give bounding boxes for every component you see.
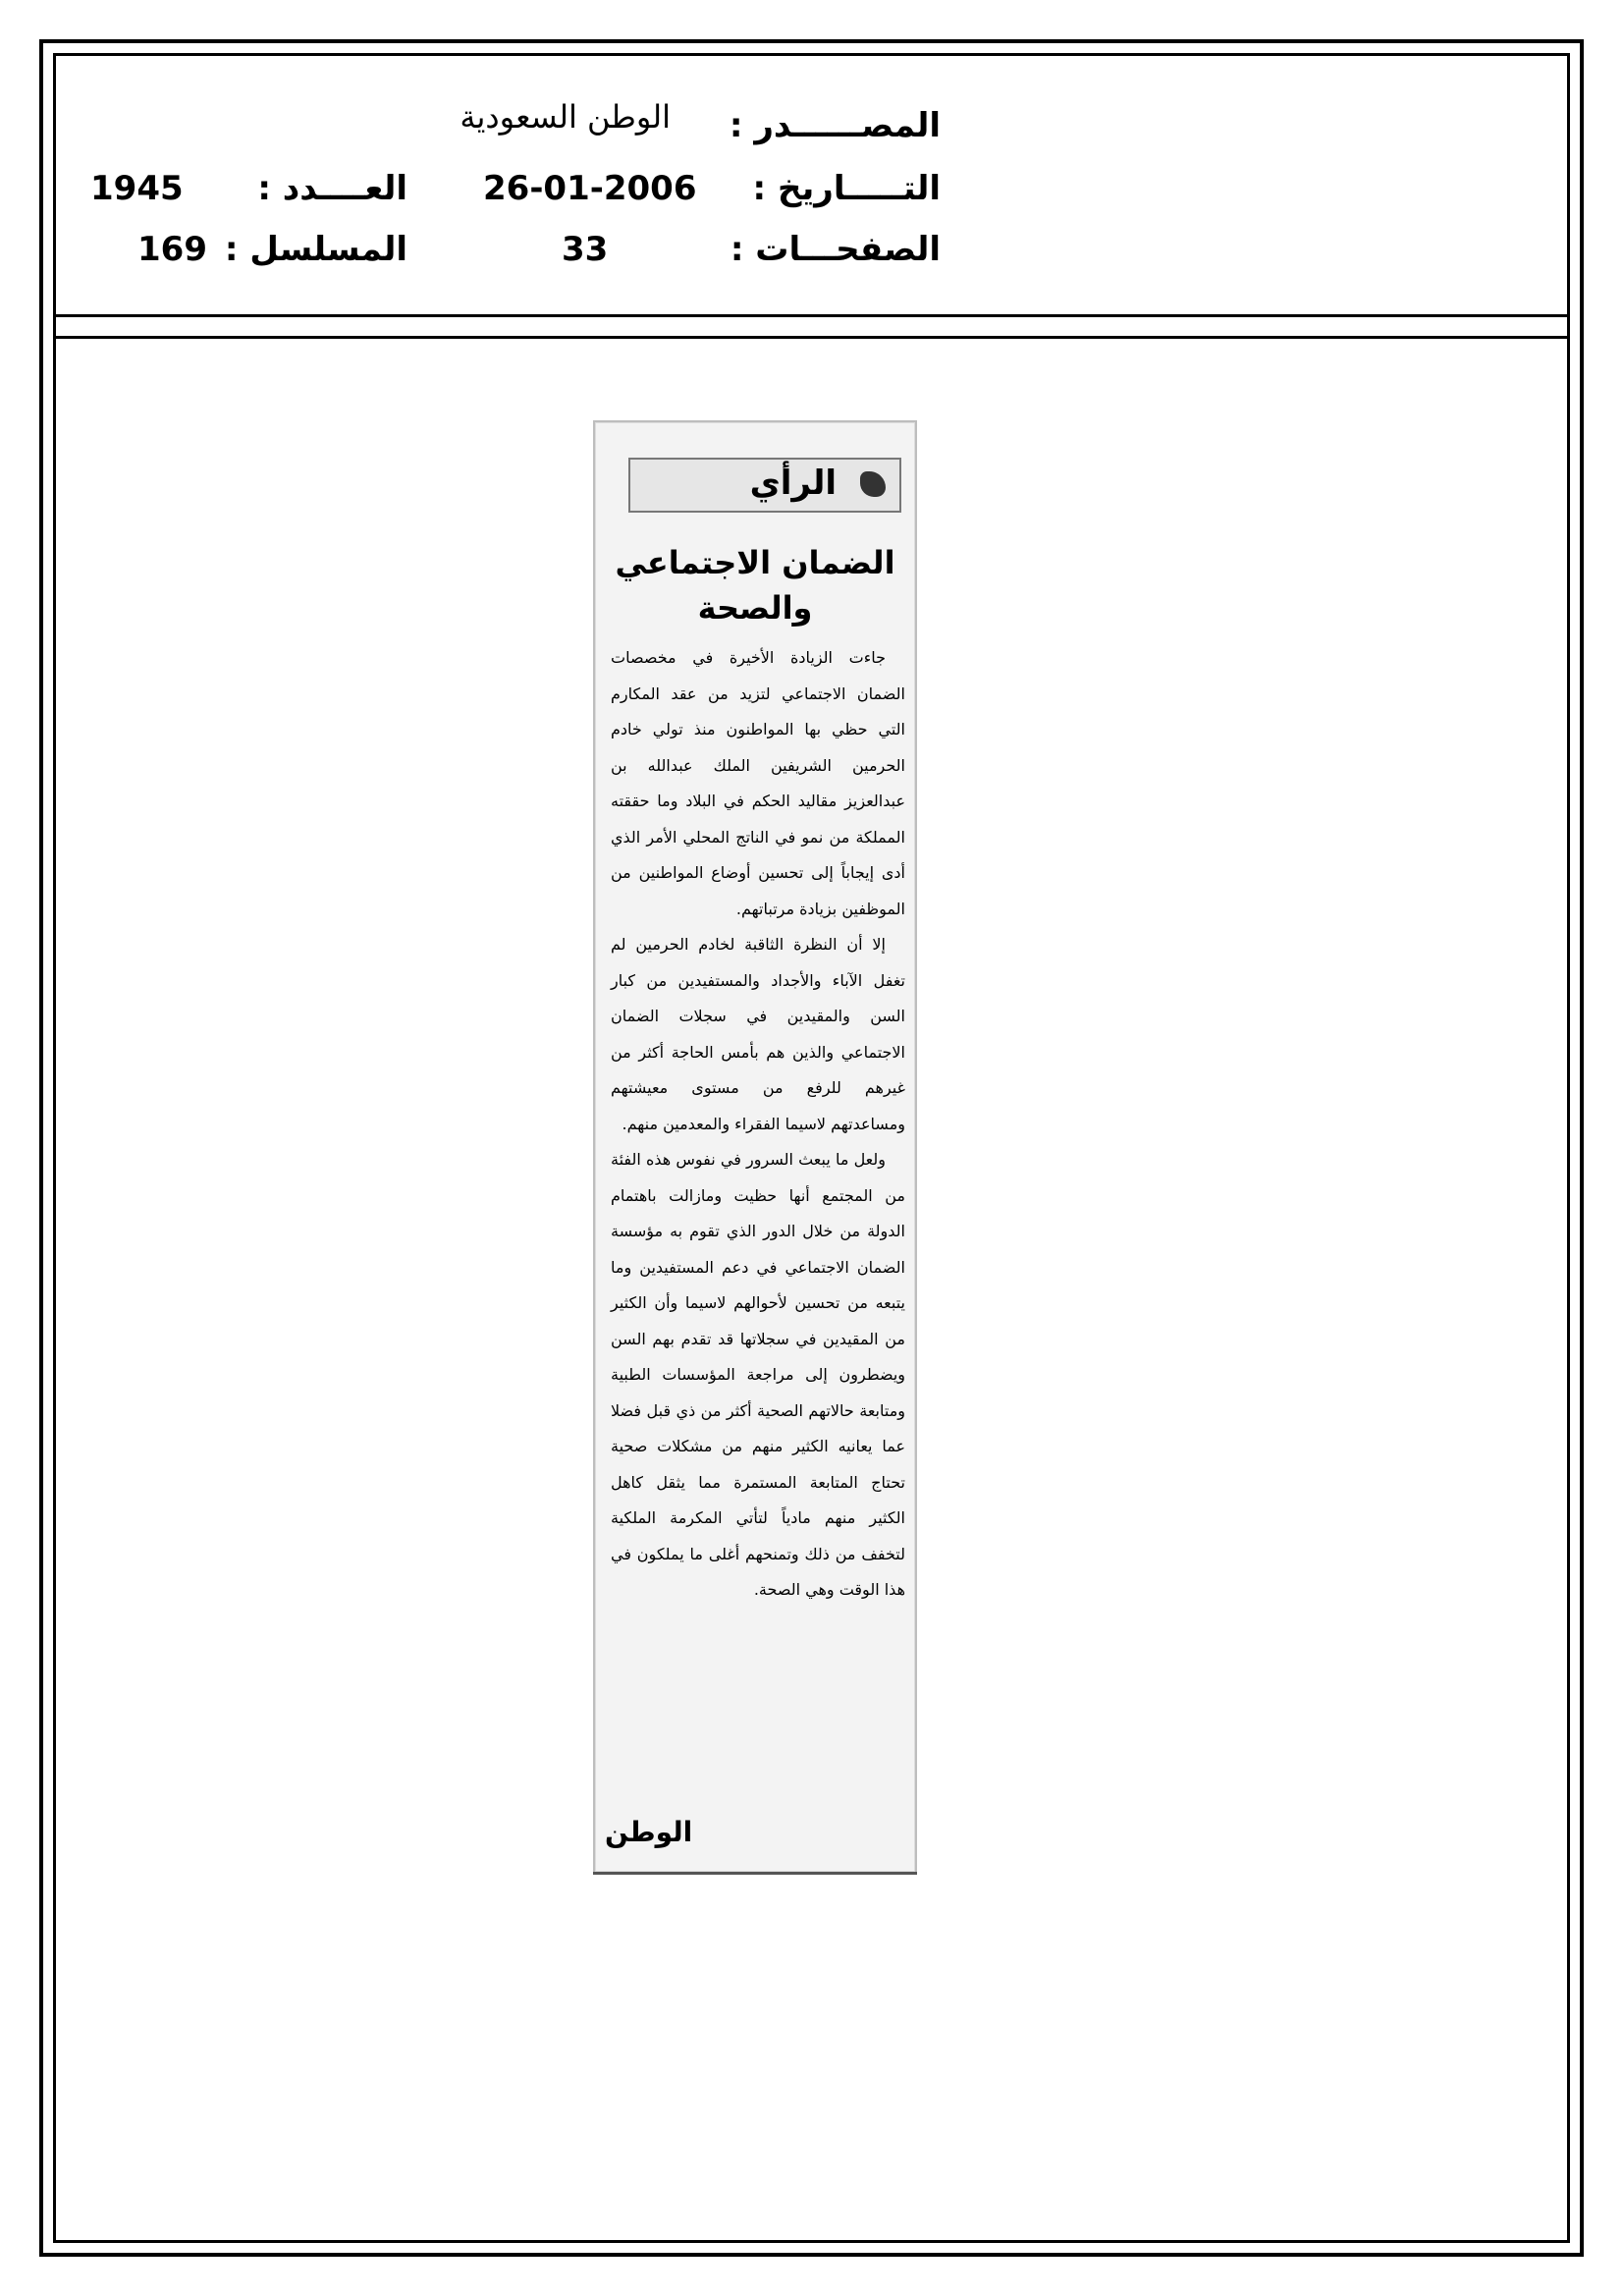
- header-divider: [53, 314, 1570, 317]
- paragraph: ولعل ما يبعث السرور في نفوس هذه الفئة من المجتمع أنها حظيت ومازالت باهتمام الدولة من خلال الدور الذي تقوم به مؤسسة الضمان الاجتماعي في دعم المستفيدين وما يتبعه من تحسين لأحوالهم لاسيما وأن الكثير من المقيدين في سجلاتها قد تقدم بهم السن ويضطرون إلى مراجعة المؤسسات الطبية ومتابعة حالاتهم الصحية أكثر من ذي قبل فضلا عما يعانيه الكثير منهم من مشكلات صحية تحتاج المتابعة المستمرة مما يثقل كاهل الكثير منهم مادياً لتأتي المكرمة الملكية لتخفف من ذلك وتمنحهم أغلى ما يملكون في هذا الوقت وهي الصحة.: [611, 1150, 905, 1599]
- clipping-bottom-rule: [593, 1872, 917, 1875]
- headline-line-2: والصحة: [697, 589, 813, 627]
- pages-label: الصفحـــات :: [730, 230, 941, 269]
- paragraph: جاءت الزيادة الأخيرة في مخصصات الضمان الاجتماعي لتزيد من عقد المكارم التي حظي بها المواطنون منذ تولي خادم الحرمين الشريفين الملك عبدالله بن عبدالعزيز مقاليد الحكم في البلاد وما حققته المملكة من نمو في الناتج المحلي الأمر الذي أدى إيجاباً إلى تحسين أوضاع المواطنين من الموظفين بزيادة مرتباتهم.: [611, 648, 905, 918]
- newspaper-signature: الوطن: [605, 1816, 693, 1848]
- serial-value: 169: [137, 230, 207, 269]
- rubric-title: الرأي: [749, 464, 837, 503]
- issue-value: 1945: [90, 169, 184, 208]
- date-label: التـــــاريخ :: [752, 169, 941, 208]
- article-body: [611, 640, 905, 1609]
- serial-label: المسلسل :: [224, 230, 407, 269]
- header-divider-double: [53, 336, 1570, 339]
- issue-label: العــــدد :: [257, 169, 407, 208]
- headline-line-1: الضمان الاجتماعي: [615, 544, 895, 581]
- paragraph: إلا أن النظرة الثاقبة لخادم الحرمين لم تغفل الآباء والأجداد والمستفيدين من كبار السن والمقيدين في سجلات الضمان الاجتماعي والذين هم بأمس الحاجة أكثر من غيرهم للرفع من مستوى معيشتهم ومساعدتهم لاسيما الفقراء والمعدمين منهم.: [611, 935, 905, 1133]
- date-value: 26-01-2006: [483, 169, 697, 208]
- saudi-map-icon: [860, 471, 886, 497]
- article-headline: [595, 540, 915, 630]
- newspaper-clipping: [593, 420, 917, 1874]
- rubric-box: [628, 458, 901, 513]
- source-label: المصــــــدر :: [729, 106, 941, 145]
- source-value: الوطن السعودية: [460, 98, 671, 136]
- pages-value: 33: [562, 230, 609, 269]
